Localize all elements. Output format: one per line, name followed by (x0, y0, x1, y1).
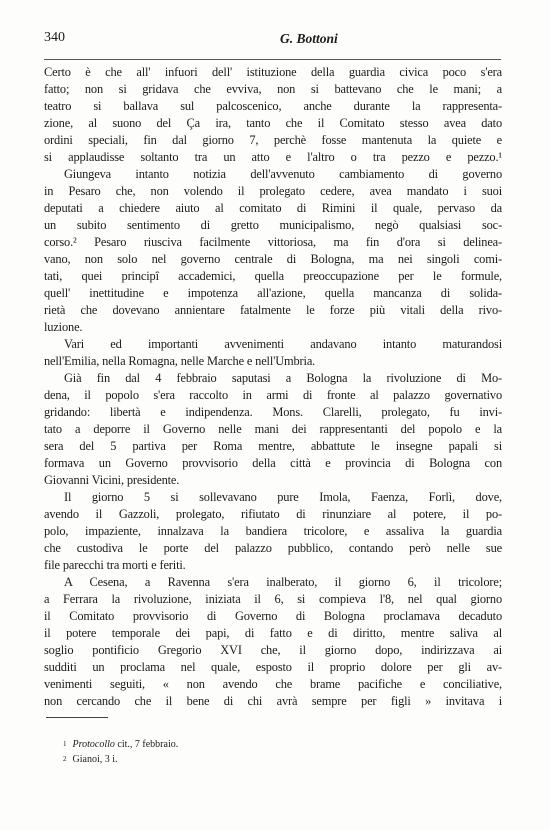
text-line: venimenti seguiti, « non avendo che brame pacifiche e conciliative, (44, 677, 502, 691)
text-line: Già fin dal 4 febbraio saputasi a Bologna la rivoluzione di Mo- (64, 371, 502, 385)
text-line: A Cesena, a Ravenna s'era inalberato, il giorno 6, il tricolore; (64, 575, 502, 589)
text-line: Vari ed importanti avvenimenti andavano intanto maturandosi (64, 337, 502, 351)
text-line: ordini speciali, fin dal giorno 7, perchè fosse mantenuta la quiete e (44, 133, 502, 147)
page-header (44, 30, 500, 54)
header-rule (44, 59, 501, 60)
text-line: Il giorno 5 si sollevavano pure Imola, Faenza, Forlì, dove, (64, 490, 502, 504)
text-line: si applaudisse soltanto tra un atto e l'altro o tra pezzo e pezzo.¹ (44, 150, 502, 164)
text-line: formava un Governo provvisorio della città e provincia di Bologna con (44, 456, 502, 470)
footnote (63, 752, 363, 767)
text-line: il Comitato provvisorio di Governo di Bologna proclamava decaduto (44, 609, 502, 623)
text-line: a Ferrara la rivoluzione, iniziata il 6, si compieva l'8, nel qual giorno (44, 592, 502, 606)
text-line: il potere temporale dei papi, di fatto e di diritto, mentre saliva al (44, 626, 502, 640)
text-line: soglio pontificio Gregorio XVI che, il giorno dopo, indirizzava ai (44, 643, 502, 657)
text-line: vano, non solo nel governo centrale di Bologna, ma nei singoli comi- (44, 252, 502, 266)
text-line: dena, il popolo s'era raccolto in armi di fronte al palazzo governativo (44, 388, 502, 402)
text-line: tati, quei principî accademici, quella preoccupazione per le formule, (44, 269, 502, 283)
text-line: deputati a chiedere aiuto al comitato di Rimini il quale, pervaso da (44, 201, 502, 215)
text-line: avendo il Gazzoli, prolegato, rifiutato di rinunziare al potere, il po- (44, 507, 502, 521)
footnote-text: Gianoi, 3 i. (72, 754, 118, 765)
text-line: corso.² Pesaro riusciva facilmente vittoriosa, ma fin d'ora si delinea- (44, 235, 502, 249)
footnotes (63, 737, 363, 767)
text-line: tato a deporre il Governo nelle mani dei rappresentanti del popolo e la (44, 422, 502, 436)
page-number: 340 (44, 30, 65, 45)
text-line: nell'Emilia, nella Romagna, nelle Marche e nell'Umbria. (44, 354, 316, 368)
running-head: G. Bottoni (280, 31, 338, 46)
text-line: zione, al suono del Ça ira, tanto che il Comitato stesso avea dato (44, 116, 502, 130)
text-line: file parecchi tra morti e feriti. (44, 558, 186, 572)
text-line: quell' inettitudine e impotenza all'azione, quella mancanza di solida- (44, 286, 502, 300)
footnote-mark: 2 (63, 755, 67, 763)
footnote-text: cit., 7 febbraio. (114, 739, 179, 750)
footnote-rule (46, 717, 108, 718)
footnote-mark: 1 (63, 740, 67, 748)
footnote-source: Protocollo (72, 739, 115, 750)
text-line: fatto; non si gridava che evviva, non si battevano che le mani; a (44, 82, 502, 96)
text-line: non cercando che il bene di chi avrà sempre per figli » invitava i (44, 694, 502, 708)
text-line: Giungeva intanto notizia dell'avvenuto cambiamento di governo (64, 167, 502, 181)
text-line: Certo è che all' infuori dell' istituzione della guardia civica poco s'era (44, 65, 502, 79)
text-line: in Pesaro che, non volendo il prolegato cedere, avea mandato i suoi (44, 184, 502, 198)
body-text (44, 64, 502, 710)
text-line: polo, impaziente, innalzava la bandiera tricolore, e assaliva la guardia (44, 524, 502, 538)
text-line: un subito sentimento di gretto municipalismo, negò qualsiasi soc- (44, 218, 502, 232)
text-line: luzione. (44, 320, 83, 334)
text-line: rietà che dovevano annientare fatalmente le forze più vitali della rivo- (44, 303, 502, 317)
text-line: teatro si ballava sul palcoscenico, anche durante la rappresenta- (44, 99, 502, 113)
text-line: gridando: libertà e indipendenza. Mons. Clarelli, prolegato, fu invi- (44, 405, 502, 419)
text-line: sera del 5 partiva per Roma mentre, abbattute le insegne papali si (44, 439, 502, 453)
text-line: sudditi un proclama nel quale, esposto il proprio dolore per gli av- (44, 660, 502, 674)
text-line: che custodiva le porte del palazzo pubblico, contando però nelle sue (44, 541, 502, 555)
footnote (63, 737, 363, 752)
text-line: Giovanni Vicini, presidente. (44, 473, 180, 487)
